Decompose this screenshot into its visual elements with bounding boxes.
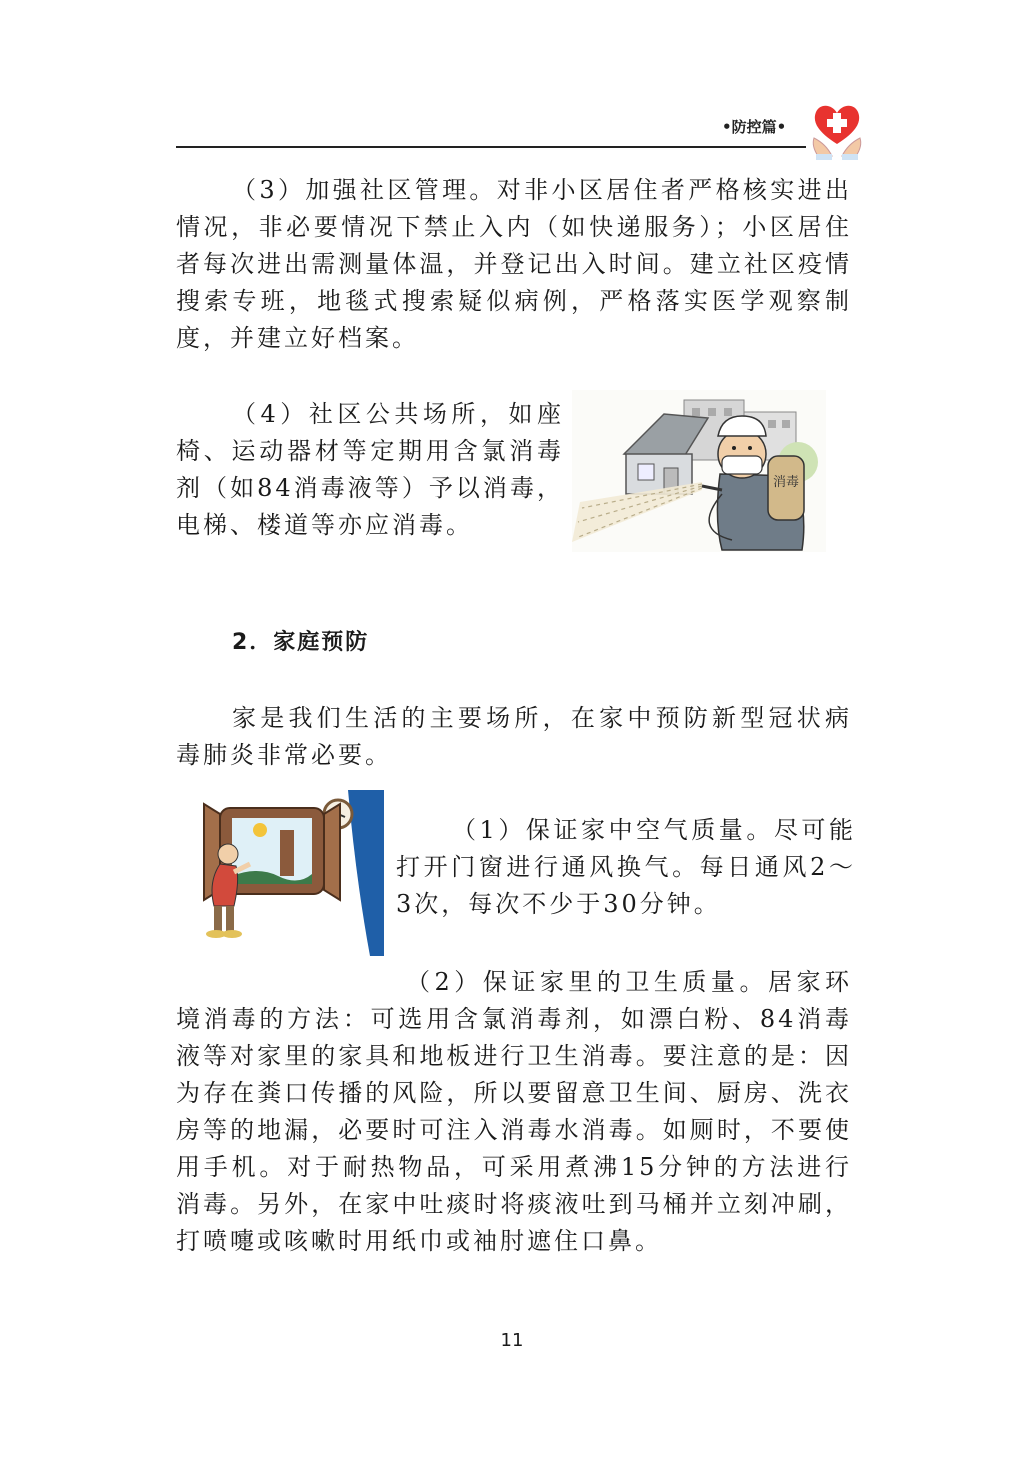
paragraph-item-4: （4）社区公共场所，如座椅、运动器材等定期用含氯消毒剂（如84消毒液等）予以消毒，电梯、楼道等亦应消毒。 — [176, 400, 564, 539]
section-intro: 家是我们生活的主要场所，在家中预防新型冠状病毒肺炎非常必要。 — [176, 704, 852, 769]
section-heading: 2．家庭预防 — [232, 630, 370, 655]
header-rule — [176, 146, 806, 148]
window-ventilation-illustration — [198, 790, 386, 958]
paragraph-home-2: （2）保证家里的卫生质量。居家环境消毒的方法：可选用含氯消毒剂，如漂白粉、84消毒液等对家里的家具和地板进行卫生消毒。要注意的是：因为存在粪口传播的风险，所以要留意卫生间、厨房、洗衣房等的地漏，必要时可注入消毒水消毒。如厕时，不要使用手机。对于耐热物品，可采用煮沸15分钟的方法进行消毒。另外，在家中吐痰时将痰液吐到马桶并立刻冲刷，打喷嚏或咳嗽时用纸巾或袖肘遮住口鼻。 — [176, 968, 852, 1255]
disinfection-worker-illustration — [572, 390, 826, 552]
page-number: 11 — [500, 1330, 524, 1351]
paragraph-home-1: （1）保证家中空气质量。尽可能打开门窗进行通风换气。每日通风2～3次，每次不少于30分钟。 — [396, 816, 856, 918]
section-label: •防控篇• — [722, 118, 787, 136]
paragraph-item-3: （3）加强社区管理。对非小区居住者严格核实进出情况，非必要情况下禁止入内（如快递服务）；小区居住者每次进出需测量体温，并登记出入时间。建立社区疫情搜索专班，地毯式搜索疑似病例，严格落实医学观察制度，并建立好档案。 — [176, 176, 852, 352]
heart-hands-logo-icon — [808, 98, 866, 160]
sprayer-tank-label: 消毒 — [772, 475, 800, 490]
